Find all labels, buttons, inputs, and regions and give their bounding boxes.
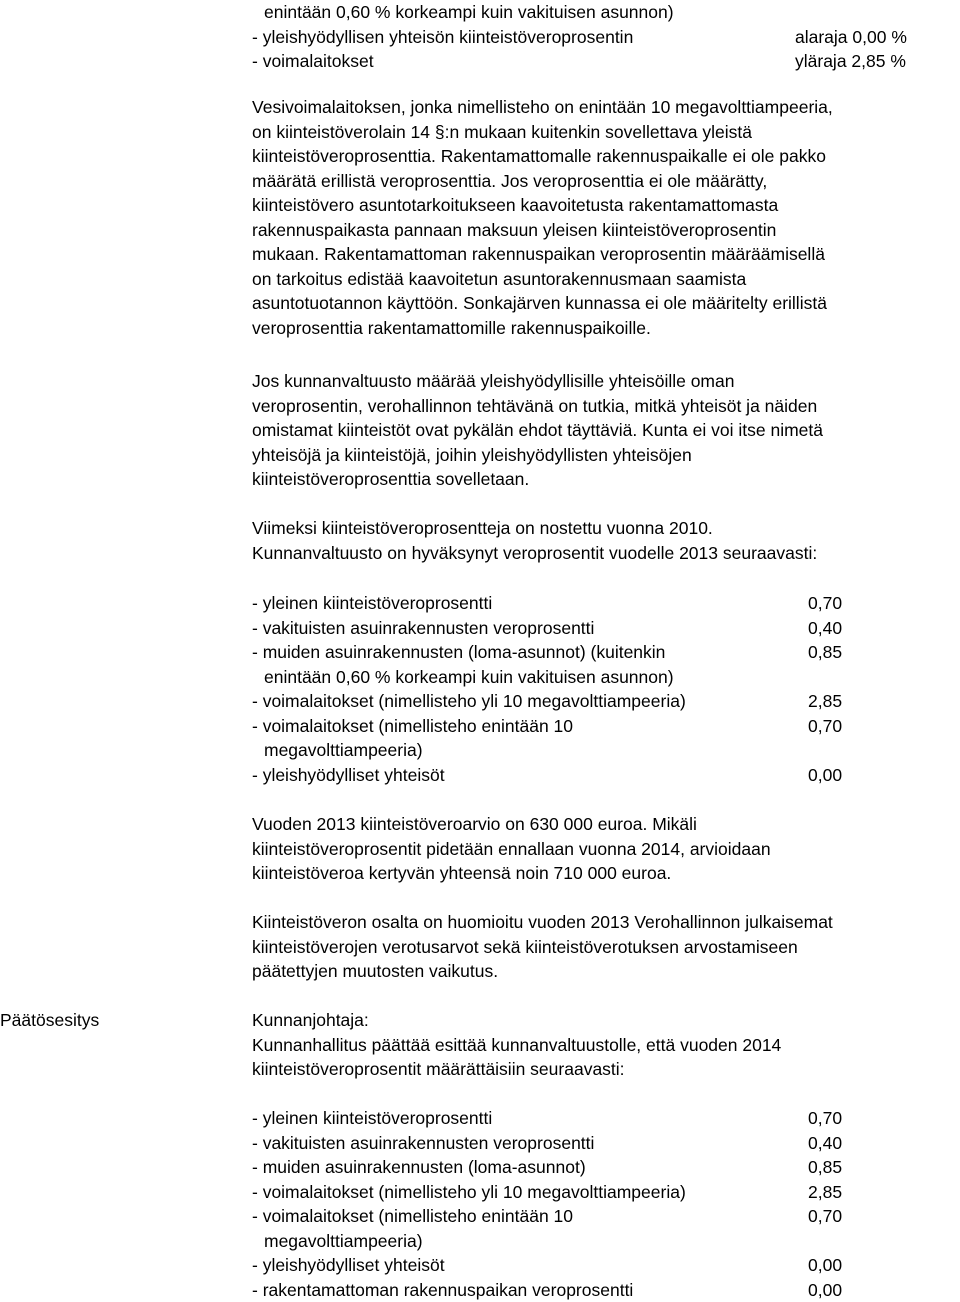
decision-proposal: Kunnanjohtaja: Kunnanhallitus päättää esittää kunnanvaltuustolle, että vuoden 2014 kiinteistöveroprosentit määrättäisiin seuraavasti: — [252, 1008, 960, 1082]
rate-row: - rakentamattoman rakennuspaikan veroprosentti 0,00 — [252, 1279, 843, 1300]
limit-value: alaraja 0,00 % — [795, 26, 907, 47]
limit-row — [252, 49, 960, 74]
rate-row: - muiden asuinrakennusten (loma-asunnot) 0,85 — [252, 1157, 843, 1177]
continuation-line: enintään 0,60 % korkeampi kuin vakituisen asunnon) — [264, 2, 674, 22]
limit-row — [252, 25, 960, 50]
limit-value: yläraja 2,85 % — [795, 51, 906, 71]
decision-side-label: Päätösesitys — [0, 1010, 100, 1030]
paragraph-hydropower: Vesivoimalaitoksen, jonka nimellisteho on enintään 10 megavolttiampeeria, on kiinteistöverolain 14 §:n mukaan kuitenkin sovellettava yleistä kiinteistöveroprosenttia. Rakentamattomalle rakennuspaikalle ei ole pakko määrätä erillistä veroprosenttia. Jos veroprosenttia ei ole määrätty, kiinteistövero asuntotarkoitukseen kaavoitetusta rakentamattomasta rakennuspaikasta pannaan maksuun yleisen kiinteistöveroprosentin mukaan. Rakentamattoman rakennuspaikan veroprosentin määräämisellä on tarkoitus edistää kaavoitetun asuntorakennusmaan saamista asuntotuotannon käyttöön. Sonkajärven kunnassa ei ole määritelty erillistä veroprosenttia rakentamattomille rakennuspaikoille. — [252, 97, 833, 338]
rate-row: - voimalaitokset (nimellisteho yli 10 megavolttiampeeria) 2,85 — [252, 691, 843, 711]
rate-row: - vakituisten asuinrakennusten veroprosentti 0,40 — [252, 617, 843, 638]
rate-row-continuation: megavolttiampeeria) — [264, 740, 423, 760]
rate-row: - vakituisten asuinrakennusten veroprosentti 0,40 — [252, 1132, 843, 1153]
rate-row-continuation: enintään 0,60 % korkeampi kuin vakituisen asunnon) — [264, 666, 674, 687]
rate-row: - yleishyödylliset yhteisöt 0,00 — [252, 1255, 843, 1275]
rate-row: - voimalaitokset (nimellisteho yli 10 megavolttiampeeria) 2,85 — [252, 1181, 843, 1202]
rate-row: - yleinen kiinteistöveroprosentti 0,70 — [252, 1108, 843, 1128]
rate-row: - yleishyödylliset yhteisöt 0,00 — [252, 764, 843, 785]
top-section — [252, 0, 960, 74]
paragraph-nonprofit: Jos kunnanvaltuusto määrää yleishyödyllisille yhteisöille oman veroprosentin, verohallinnon tehtävänä on tutkia, mitkä yhteisöt ja näiden omistamat kiinteistöt ovat pykälän ehdot täyttäviä. Kunta ei voi itse nimetä yhteisöjä ja kiinteistöjä, joihin yleishyödyllisten yhteisöjen kiinteistöveroprosenttia sovelletaan. — [252, 371, 823, 489]
paragraph-valuation: Kiinteistöveron osalta on huomioitu vuoden 2013 Verohallinnon julkaisemat kiinteistöverojen verotusarvot sekä kiinteistöverotuksen arvostamiseen päätettyjen muutosten vaikutus. — [252, 912, 833, 981]
rate-row-continuation: megavolttiampeeria) — [264, 1230, 423, 1251]
limit-label: - voimalaitokset — [252, 51, 374, 71]
paragraph-estimate: Vuoden 2013 kiinteistöveroarvio on 630 000 euroa. Mikäli kiinteistöveroprosentit pidetään ennallaan vuonna 2014, arvioidaan kiinteistöveroa kertyvän yhteensä noin 710 000 euroa. — [252, 814, 771, 883]
presenter: Kunnanjohtaja: — [252, 1010, 369, 1030]
rates-2013-list — [252, 591, 960, 787]
paragraph-2013-intro: Viimeksi kiinteistöveroprosentteja on nostettu vuonna 2010. Kunnanvaltuusto on hyväksynyt veroprosentit vuodelle 2013 seuraavasti: — [252, 518, 818, 563]
rate-row: - muiden asuinrakennusten (loma-asunnot) (kuitenkin 0,85 — [252, 642, 843, 662]
limit-label: - yleishyödyllisen yhteisön kiinteistöveroprosentin — [252, 26, 634, 47]
rates-2014-list — [252, 1106, 960, 1302]
rate-row: - voimalaitokset (nimellisteho enintään 10 0,70 — [252, 715, 843, 736]
rate-row: - voimalaitokset (nimellisteho enintään 10 0,70 — [252, 1206, 843, 1226]
rate-row: - yleinen kiinteistöveroprosentti 0,70 — [252, 593, 843, 613]
